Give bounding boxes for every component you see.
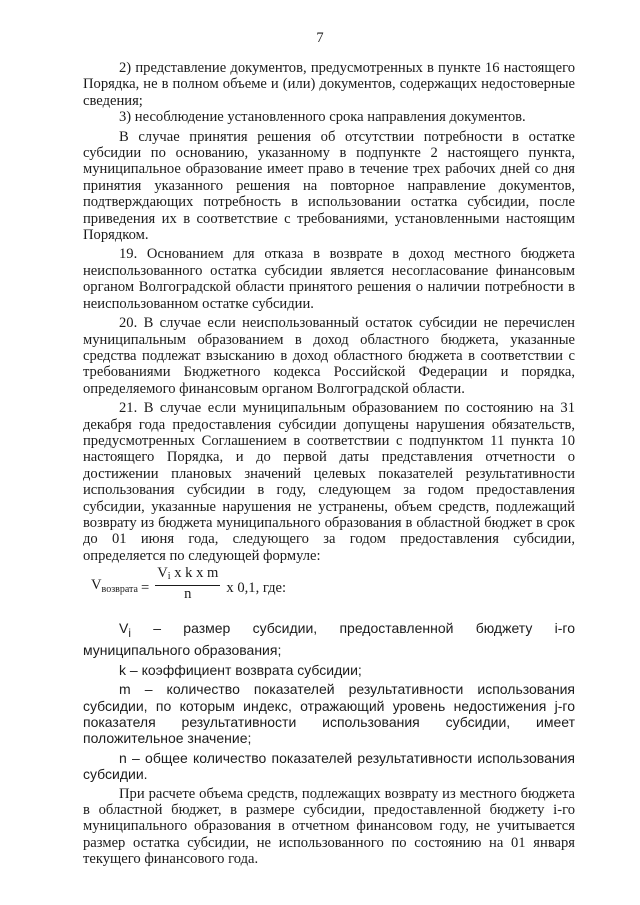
paragraph-item-2: 2) представление документов, предусмотренных в пункте 16 настоящего Порядка, не в полном объеме и (или) документов, содержащих недостоверные сведения; bbox=[83, 60, 575, 109]
formula-lhs-subscript: возврата bbox=[101, 584, 138, 596]
formula-lhs-symbol: V bbox=[91, 577, 102, 594]
formula-denominator: n bbox=[184, 586, 192, 603]
definition-k-symbol: k bbox=[119, 661, 126, 678]
page-number: 7 bbox=[316, 30, 324, 46]
formula-numerator-sub: i bbox=[167, 571, 171, 583]
formula-fraction bbox=[155, 566, 220, 602]
definition-m-text: – количество показателей результативности использования субсидии, по которым индекс, отражающий уровень недостижения j-го показателя результативности использования субсидии, имеет положительное значение; bbox=[83, 681, 575, 747]
definition-n-symbol: n bbox=[119, 749, 127, 766]
document-body bbox=[83, 60, 575, 868]
formula-numerator bbox=[155, 566, 220, 586]
formula-equals: = bbox=[140, 579, 150, 596]
paragraph-final: При расчете объема средств, подлежащих возврату из местного бюджета в областной бюджет, в размере субсидии, предоставленной бюджету i-го муниципального образования в отчетном финансовом году, не учитывается размер остатка субсидии, не использованного по состоянию на 01 января текущего финансового года. bbox=[83, 785, 575, 868]
definition-vi-subscript: i bbox=[128, 626, 131, 640]
paragraph-repeat-submission: В случае принятия решения об отсутствии потребности в остатке субсидии по основанию, указанному в подпункте 2 настоящего пункта, муниципальное образование имеет право в течение трех рабочих дней со дня принятия указанного решения на повторное направление документов, подтверждающих потребность в использовании остатка субсидии, после приведения их в соответствие с требованиями, установленными настоящим Порядком. bbox=[83, 128, 575, 244]
definition-vi-symbol: V bbox=[119, 620, 129, 637]
formula-numerator-rest: x k x m bbox=[170, 565, 219, 582]
return-formula bbox=[91, 565, 575, 606]
definition-m bbox=[83, 681, 575, 747]
paragraph-clause-20: 20. В случае если неиспользованный остаток субсидии не перечислен муниципальным образованием в доход областного бюджета, указанные средства подлежат взысканию в доход областного бюджета в соответствии с требованиями Бюджетного кодекса Российской Федерации и порядка, определяемого финансовым органом Волгоградской области. bbox=[83, 315, 575, 397]
formula-lhs bbox=[91, 577, 138, 598]
formula-numerator-v: V bbox=[157, 565, 168, 582]
paragraph-clause-19: 19. Основанием для отказа в возврате в доход местного бюджета неиспользованного остатка субсидии является несогласование финансовым органом Волгоградской области принятого решения о наличии потребности в неиспользованном остатке субсидии. bbox=[83, 246, 575, 312]
paragraph-clause-21: 21. В случае если муниципальным образованием по состоянию на 31 декабря года предоставления субсидии допущены нарушения обязательств, предусмотренных Соглашением в соответствии с подпунктом 11 пункта 10 настоящего Порядка, и до первой даты представления отчетности о достижении плановых значений целевых показателей результативности использования субсидии в году, следующем за годом предоставления субсидии, указанные нарушения не устранены, объем средств, подлежащий возврату из бюджета муниципального образования в областной бюджет в срок до 01 июня года, следующего за годом предоставления субсидии, определяется по следующей формуле: bbox=[83, 400, 575, 564]
definition-vi bbox=[83, 620, 575, 659]
definition-m-symbol: m bbox=[119, 681, 131, 698]
definition-n-text: – общее количество показателей результативности использования субсидии. bbox=[83, 749, 575, 783]
paragraph-item-3: 3) несоблюдение установленного срока направления документов. bbox=[119, 109, 526, 126]
definition-k bbox=[83, 662, 575, 678]
formula-rest: x 0,1, где: bbox=[226, 579, 287, 596]
definition-k-text: – коэффициент возврата субсидии; bbox=[126, 661, 362, 678]
definition-vi-text: – размер субсидии, предоставленной бюджету i-го муниципального образования; bbox=[83, 620, 575, 659]
definition-n bbox=[83, 750, 575, 783]
